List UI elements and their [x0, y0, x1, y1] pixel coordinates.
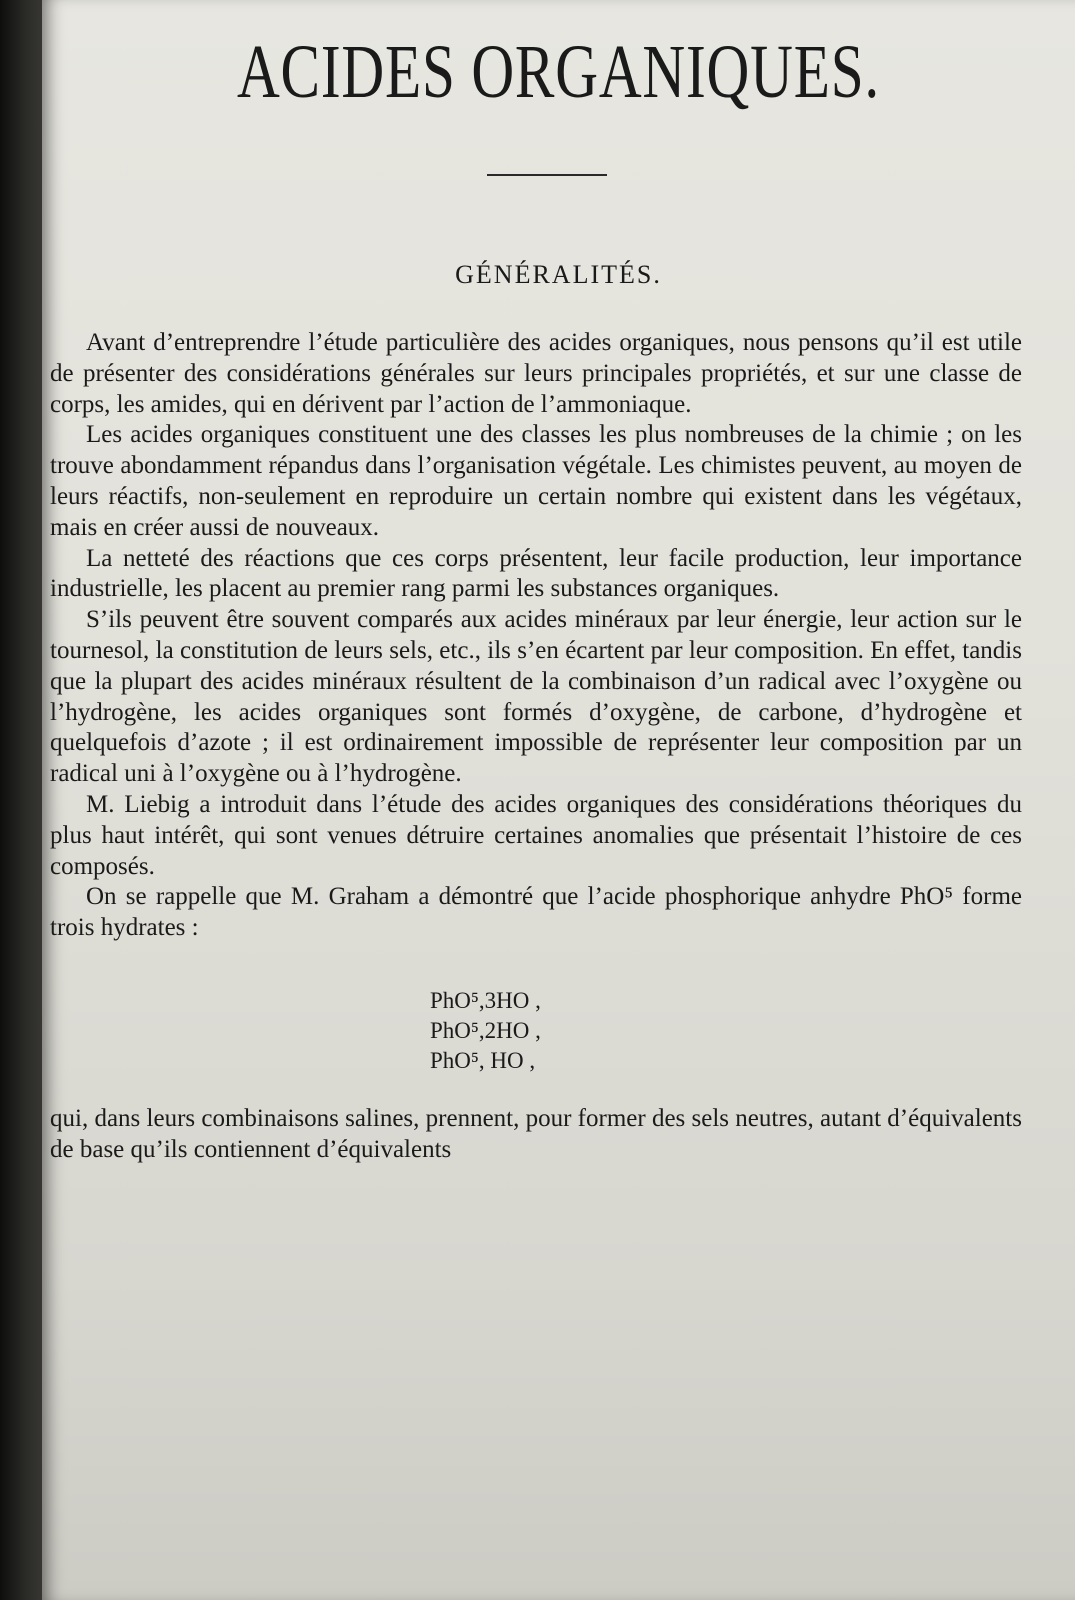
paragraph-1: Avant d’entreprendre l’étude particulière des acides organiques, nous pensons qu’il est utile de présenter des considérations générales sur leurs principales propriétés, et sur une classe de corps, les amides, qui en dérivent par l’action de l’ammoniaque. [50, 329, 1022, 418]
book-page [42, 0, 1075, 1600]
closing-paragraph: qui, dans leurs combinaisons salines, prennent, pour former des sels neutres, autant d’équivalents de base qu’ils contiennent d’équivalents [50, 1104, 1022, 1163]
formula-list [430, 986, 1022, 1076]
page-title: ACIDES ORGANIQUES. [236, 30, 881, 114]
paragraph-4: S’ils peuvent être souvent comparés aux acides minéraux par leur énergie, leur action sur le tournesol, la constitution de leurs sels, etc., ils s’en écartent par leur composition. En effet, tandis que la plupart des acides minéraux résultent de la combinaison d’un radical avec l’oxygène ou l’hydrogène, les acides organiques sont formés d’oxygène, de carbone, d’hydrogène et quelquefois d’azote ; il est ordinairement impossible de représenter leur composition par un radical uni à l’oxygène ou à l’hydrogène. [50, 606, 1022, 788]
formula-2: PhO⁵,2HO , [430, 1017, 541, 1043]
body-text [50, 328, 1022, 1166]
formula-3: PhO⁵, HO , [430, 1047, 536, 1073]
paragraph-5: M. Liebig a introduit dans l’étude des acides organiques des considérations théoriques du plus haut intérêt, qui sont venues détruire certaines anomalies que présentait l’histoire de ces composés. [50, 790, 1022, 880]
title-divider [487, 174, 607, 176]
paragraph-2: Les acides organiques constituent une des classes les plus nombreuses de la chimie ; on les trouve abondamment répandus dans l’organisation végétale. Les chimistes peuvent, au moyen de leurs réactifs, non-seulement en reproduire un certain nombre qui existent dans les végétaux, mais en créer aussi de nouveaux. [50, 421, 1022, 541]
paragraph-6: On se rappelle que M. Graham a démontré que l’acide phosphorique anhydre PhO⁵ forme trois hydrates : [50, 883, 1022, 942]
paragraph-3: La netteté des réactions que ces corps présentent, leur facile production, leur importance industrielle, les placent au premier rang parmi les substances organiques. [50, 544, 1022, 603]
section-heading: GÉNÉRALITÉS. [455, 260, 662, 289]
book-spine-shadow [0, 0, 46, 1600]
formula-1: PhO⁵,3HO , [430, 987, 541, 1013]
